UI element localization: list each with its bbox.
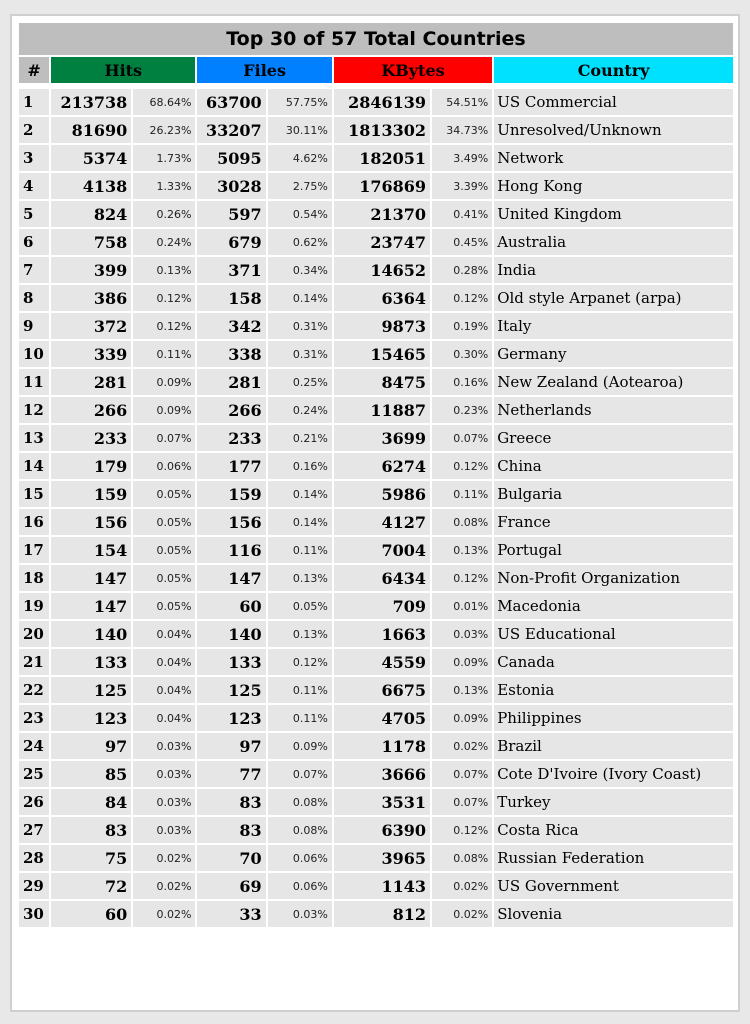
kbytes-cell: 21370	[334, 201, 430, 227]
files-cell: 156	[197, 509, 265, 535]
hits-cell: 281	[51, 369, 131, 395]
rank-cell: 21	[19, 649, 49, 675]
files-cell: 133	[197, 649, 265, 675]
country-cell: Network	[494, 145, 733, 171]
files-pct-cell: 0.34%	[268, 257, 332, 283]
kbytes-pct-cell: 3.39%	[432, 173, 492, 199]
hits-pct-cell: 0.05%	[133, 565, 195, 591]
country-cell: China	[494, 453, 733, 479]
table-row	[19, 733, 733, 759]
country-cell: Greece	[494, 425, 733, 451]
hits-cell: 85	[51, 761, 131, 787]
country-cell: United Kingdom	[494, 201, 733, 227]
country-cell: Australia	[494, 229, 733, 255]
rank-cell: 24	[19, 733, 49, 759]
hits-cell: 72	[51, 873, 131, 899]
rank-cell: 17	[19, 537, 49, 563]
kbytes-cell: 23747	[334, 229, 430, 255]
files-cell: 83	[197, 789, 265, 815]
kbytes-cell: 6364	[334, 285, 430, 311]
table-title: Top 30 of 57 Total Countries	[19, 23, 733, 55]
files-cell: 123	[197, 705, 265, 731]
hits-pct-cell: 0.09%	[133, 397, 195, 423]
kbytes-pct-cell: 0.03%	[432, 621, 492, 647]
kbytes-cell: 6274	[334, 453, 430, 479]
files-pct-cell: 0.31%	[268, 341, 332, 367]
country-cell: Unresolved/Unknown	[494, 117, 733, 143]
files-pct-cell: 0.08%	[268, 817, 332, 843]
table-row	[19, 845, 733, 871]
hits-cell: 97	[51, 733, 131, 759]
hits-pct-cell: 0.04%	[133, 677, 195, 703]
hits-pct-cell: 0.12%	[133, 285, 195, 311]
country-cell: Italy	[494, 313, 733, 339]
hits-cell: 339	[51, 341, 131, 367]
rank-cell: 10	[19, 341, 49, 367]
hits-cell: 140	[51, 621, 131, 647]
hits-pct-cell: 0.05%	[133, 509, 195, 535]
files-pct-cell: 0.11%	[268, 705, 332, 731]
hits-cell: 147	[51, 565, 131, 591]
header-country: Country	[494, 57, 733, 83]
rank-cell: 3	[19, 145, 49, 171]
files-cell: 5095	[197, 145, 265, 171]
files-cell: 597	[197, 201, 265, 227]
table-row	[19, 509, 733, 535]
header-rank: #	[19, 57, 49, 83]
files-cell: 33207	[197, 117, 265, 143]
table-row	[19, 901, 733, 927]
kbytes-cell: 812	[334, 901, 430, 927]
table-row	[19, 145, 733, 171]
kbytes-pct-cell: 0.12%	[432, 285, 492, 311]
files-pct-cell: 0.09%	[268, 733, 332, 759]
country-cell: US Commercial	[494, 89, 733, 115]
rank-cell: 18	[19, 565, 49, 591]
hits-pct-cell: 0.03%	[133, 733, 195, 759]
hits-pct-cell: 0.09%	[133, 369, 195, 395]
rank-cell: 15	[19, 481, 49, 507]
table-row	[19, 397, 733, 423]
hits-cell: 824	[51, 201, 131, 227]
rank-cell: 29	[19, 873, 49, 899]
files-pct-cell: 0.12%	[268, 649, 332, 675]
kbytes-cell: 4127	[334, 509, 430, 535]
rank-cell: 1	[19, 89, 49, 115]
country-cell: Estonia	[494, 677, 733, 703]
table-row	[19, 537, 733, 563]
table-row	[19, 369, 733, 395]
table-row	[19, 593, 733, 619]
table-row	[19, 873, 733, 899]
hits-pct-cell: 0.06%	[133, 453, 195, 479]
rank-cell: 13	[19, 425, 49, 451]
country-cell: Turkey	[494, 789, 733, 815]
rank-cell: 5	[19, 201, 49, 227]
hits-cell: 60	[51, 901, 131, 927]
kbytes-cell: 5986	[334, 481, 430, 507]
rank-cell: 26	[19, 789, 49, 815]
kbytes-pct-cell: 0.07%	[432, 761, 492, 787]
table-row	[19, 761, 733, 787]
kbytes-pct-cell: 0.30%	[432, 341, 492, 367]
rank-cell: 12	[19, 397, 49, 423]
hits-cell: 83	[51, 817, 131, 843]
header-kbytes: KBytes	[334, 57, 492, 83]
hits-pct-cell: 0.07%	[133, 425, 195, 451]
kbytes-pct-cell: 0.02%	[432, 873, 492, 899]
hits-cell: 154	[51, 537, 131, 563]
table-row	[19, 117, 733, 143]
kbytes-pct-cell: 0.08%	[432, 509, 492, 535]
table-row	[19, 257, 733, 283]
country-cell: Slovenia	[494, 901, 733, 927]
kbytes-pct-cell: 0.12%	[432, 453, 492, 479]
table-row	[19, 677, 733, 703]
hits-pct-cell: 68.64%	[133, 89, 195, 115]
kbytes-cell: 6434	[334, 565, 430, 591]
files-cell: 63700	[197, 89, 265, 115]
files-pct-cell: 0.21%	[268, 425, 332, 451]
files-pct-cell: 0.07%	[268, 761, 332, 787]
kbytes-cell: 709	[334, 593, 430, 619]
hits-cell: 159	[51, 481, 131, 507]
files-pct-cell: 0.62%	[268, 229, 332, 255]
files-pct-cell: 0.31%	[268, 313, 332, 339]
hits-cell: 156	[51, 509, 131, 535]
table-row	[19, 453, 733, 479]
table-row	[19, 341, 733, 367]
rank-cell: 23	[19, 705, 49, 731]
hits-pct-cell: 0.04%	[133, 649, 195, 675]
hits-cell: 213738	[51, 89, 131, 115]
kbytes-pct-cell: 3.49%	[432, 145, 492, 171]
hits-pct-cell: 0.03%	[133, 761, 195, 787]
hits-cell: 5374	[51, 145, 131, 171]
hits-pct-cell: 0.12%	[133, 313, 195, 339]
table-row	[19, 789, 733, 815]
files-pct-cell: 0.13%	[268, 621, 332, 647]
files-pct-cell: 0.14%	[268, 509, 332, 535]
hits-pct-cell: 0.02%	[133, 901, 195, 927]
hits-cell: 123	[51, 705, 131, 731]
files-pct-cell: 0.54%	[268, 201, 332, 227]
country-cell: India	[494, 257, 733, 283]
kbytes-pct-cell: 0.09%	[432, 649, 492, 675]
table-row	[19, 89, 733, 115]
files-cell: 70	[197, 845, 265, 871]
hits-pct-cell: 0.13%	[133, 257, 195, 283]
kbytes-cell: 3531	[334, 789, 430, 815]
files-cell: 679	[197, 229, 265, 255]
table-row	[19, 621, 733, 647]
files-pct-cell: 0.13%	[268, 565, 332, 591]
table-row	[19, 705, 733, 731]
country-stats-table	[17, 21, 735, 929]
kbytes-pct-cell: 0.02%	[432, 901, 492, 927]
files-cell: 77	[197, 761, 265, 787]
country-cell: Costa Rica	[494, 817, 733, 843]
kbytes-pct-cell: 0.13%	[432, 677, 492, 703]
kbytes-cell: 7004	[334, 537, 430, 563]
kbytes-cell: 1178	[334, 733, 430, 759]
kbytes-cell: 3666	[334, 761, 430, 787]
files-cell: 97	[197, 733, 265, 759]
kbytes-cell: 1813302	[334, 117, 430, 143]
files-pct-cell: 0.08%	[268, 789, 332, 815]
kbytes-cell: 182051	[334, 145, 430, 171]
country-cell: New Zealand (Aotearoa)	[494, 369, 733, 395]
hits-pct-cell: 0.02%	[133, 873, 195, 899]
rank-cell: 16	[19, 509, 49, 535]
table-row	[19, 285, 733, 311]
rank-cell: 9	[19, 313, 49, 339]
country-cell: Hong Kong	[494, 173, 733, 199]
files-cell: 177	[197, 453, 265, 479]
files-pct-cell: 2.75%	[268, 173, 332, 199]
header-hits: Hits	[51, 57, 195, 83]
table-row	[19, 425, 733, 451]
files-cell: 371	[197, 257, 265, 283]
rank-cell: 4	[19, 173, 49, 199]
kbytes-cell: 1143	[334, 873, 430, 899]
rank-cell: 7	[19, 257, 49, 283]
rank-cell: 11	[19, 369, 49, 395]
hits-cell: 81690	[51, 117, 131, 143]
kbytes-pct-cell: 0.11%	[432, 481, 492, 507]
country-cell: Portugal	[494, 537, 733, 563]
files-cell: 159	[197, 481, 265, 507]
files-pct-cell: 0.16%	[268, 453, 332, 479]
hits-cell: 75	[51, 845, 131, 871]
hits-cell: 4138	[51, 173, 131, 199]
kbytes-cell: 11887	[334, 397, 430, 423]
kbytes-pct-cell: 0.45%	[432, 229, 492, 255]
country-cell: Macedonia	[494, 593, 733, 619]
kbytes-cell: 1663	[334, 621, 430, 647]
country-cell: Non-Profit Organization	[494, 565, 733, 591]
country-cell: US Educational	[494, 621, 733, 647]
kbytes-pct-cell: 0.09%	[432, 705, 492, 731]
files-cell: 83	[197, 817, 265, 843]
files-pct-cell: 0.11%	[268, 677, 332, 703]
kbytes-pct-cell: 54.51%	[432, 89, 492, 115]
kbytes-cell: 15465	[334, 341, 430, 367]
kbytes-pct-cell: 0.28%	[432, 257, 492, 283]
table-row	[19, 565, 733, 591]
kbytes-cell: 2846139	[334, 89, 430, 115]
rank-cell: 28	[19, 845, 49, 871]
table-row	[19, 481, 733, 507]
hits-cell: 266	[51, 397, 131, 423]
kbytes-pct-cell: 34.73%	[432, 117, 492, 143]
table-row	[19, 229, 733, 255]
kbytes-cell: 8475	[334, 369, 430, 395]
kbytes-cell: 4559	[334, 649, 430, 675]
rank-cell: 22	[19, 677, 49, 703]
hits-cell: 179	[51, 453, 131, 479]
kbytes-pct-cell: 0.12%	[432, 817, 492, 843]
table-row	[19, 817, 733, 843]
country-cell: Cote D'Ivoire (Ivory Coast)	[494, 761, 733, 787]
country-cell: US Government	[494, 873, 733, 899]
rank-cell: 20	[19, 621, 49, 647]
country-cell: Brazil	[494, 733, 733, 759]
kbytes-pct-cell: 0.23%	[432, 397, 492, 423]
files-pct-cell: 0.25%	[268, 369, 332, 395]
hits-pct-cell: 0.03%	[133, 817, 195, 843]
country-cell: Bulgaria	[494, 481, 733, 507]
rank-cell: 30	[19, 901, 49, 927]
kbytes-cell: 4705	[334, 705, 430, 731]
files-pct-cell: 0.14%	[268, 285, 332, 311]
table-row	[19, 173, 733, 199]
hits-pct-cell: 0.24%	[133, 229, 195, 255]
hits-cell: 147	[51, 593, 131, 619]
report-frame	[10, 14, 740, 1012]
kbytes-pct-cell: 0.01%	[432, 593, 492, 619]
country-cell: Russian Federation	[494, 845, 733, 871]
rank-cell: 6	[19, 229, 49, 255]
hits-pct-cell: 0.05%	[133, 481, 195, 507]
table-body	[19, 89, 733, 927]
files-pct-cell: 0.24%	[268, 397, 332, 423]
hits-cell: 233	[51, 425, 131, 451]
kbytes-cell: 176869	[334, 173, 430, 199]
hits-cell: 372	[51, 313, 131, 339]
rank-cell: 8	[19, 285, 49, 311]
files-cell: 33	[197, 901, 265, 927]
hits-pct-cell: 26.23%	[133, 117, 195, 143]
files-cell: 338	[197, 341, 265, 367]
country-cell: Philippines	[494, 705, 733, 731]
kbytes-pct-cell: 0.41%	[432, 201, 492, 227]
kbytes-cell: 3965	[334, 845, 430, 871]
files-pct-cell: 57.75%	[268, 89, 332, 115]
files-cell: 60	[197, 593, 265, 619]
hits-pct-cell: 0.26%	[133, 201, 195, 227]
country-cell: Netherlands	[494, 397, 733, 423]
kbytes-cell: 3699	[334, 425, 430, 451]
kbytes-pct-cell: 0.16%	[432, 369, 492, 395]
country-cell: France	[494, 509, 733, 535]
hits-cell: 758	[51, 229, 131, 255]
kbytes-cell: 6390	[334, 817, 430, 843]
files-cell: 266	[197, 397, 265, 423]
files-cell: 3028	[197, 173, 265, 199]
files-pct-cell: 30.11%	[268, 117, 332, 143]
files-pct-cell: 0.05%	[268, 593, 332, 619]
kbytes-pct-cell: 0.08%	[432, 845, 492, 871]
files-pct-cell: 0.03%	[268, 901, 332, 927]
hits-pct-cell: 0.05%	[133, 593, 195, 619]
rank-cell: 14	[19, 453, 49, 479]
files-cell: 233	[197, 425, 265, 451]
hits-cell: 133	[51, 649, 131, 675]
hits-pct-cell: 0.05%	[133, 537, 195, 563]
hits-pct-cell: 0.04%	[133, 621, 195, 647]
hits-pct-cell: 1.73%	[133, 145, 195, 171]
files-pct-cell: 0.06%	[268, 845, 332, 871]
hits-pct-cell: 0.11%	[133, 341, 195, 367]
kbytes-cell: 9873	[334, 313, 430, 339]
hits-cell: 125	[51, 677, 131, 703]
files-cell: 125	[197, 677, 265, 703]
kbytes-cell: 6675	[334, 677, 430, 703]
hits-cell: 386	[51, 285, 131, 311]
kbytes-pct-cell: 0.02%	[432, 733, 492, 759]
kbytes-pct-cell: 0.13%	[432, 537, 492, 563]
files-cell: 140	[197, 621, 265, 647]
files-cell: 69	[197, 873, 265, 899]
files-pct-cell: 0.11%	[268, 537, 332, 563]
kbytes-pct-cell: 0.07%	[432, 789, 492, 815]
table-row	[19, 201, 733, 227]
files-pct-cell: 4.62%	[268, 145, 332, 171]
hits-pct-cell: 0.03%	[133, 789, 195, 815]
files-cell: 281	[197, 369, 265, 395]
kbytes-pct-cell: 0.07%	[432, 425, 492, 451]
kbytes-cell: 14652	[334, 257, 430, 283]
country-cell: Old style Arpanet (arpa)	[494, 285, 733, 311]
header-files: Files	[197, 57, 331, 83]
rank-cell: 19	[19, 593, 49, 619]
files-cell: 116	[197, 537, 265, 563]
rank-cell: 2	[19, 117, 49, 143]
hits-cell: 84	[51, 789, 131, 815]
country-cell: Germany	[494, 341, 733, 367]
rank-cell: 25	[19, 761, 49, 787]
files-pct-cell: 0.14%	[268, 481, 332, 507]
kbytes-pct-cell: 0.19%	[432, 313, 492, 339]
hits-pct-cell: 0.04%	[133, 705, 195, 731]
hits-pct-cell: 1.33%	[133, 173, 195, 199]
hits-pct-cell: 0.02%	[133, 845, 195, 871]
hits-cell: 399	[51, 257, 131, 283]
files-pct-cell: 0.06%	[268, 873, 332, 899]
table-row	[19, 649, 733, 675]
country-cell: Canada	[494, 649, 733, 675]
rank-cell: 27	[19, 817, 49, 843]
table-row	[19, 313, 733, 339]
files-cell: 158	[197, 285, 265, 311]
kbytes-pct-cell: 0.12%	[432, 565, 492, 591]
files-cell: 342	[197, 313, 265, 339]
files-cell: 147	[197, 565, 265, 591]
